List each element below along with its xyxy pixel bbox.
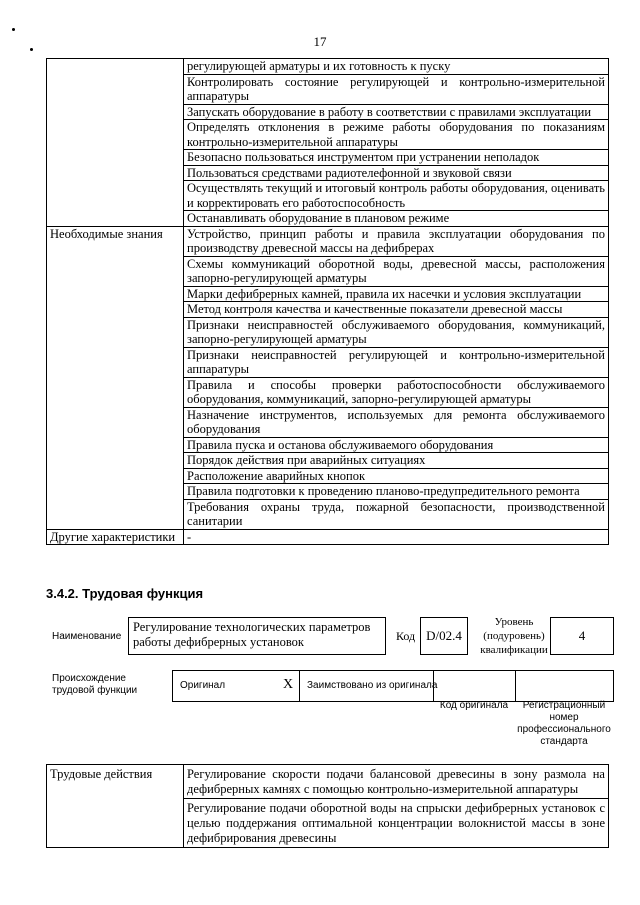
skill-item: Контролировать состояние регулирующей и контрольно-измерительной аппаратуры xyxy=(184,74,609,104)
labor-actions-label: Трудовые действия xyxy=(47,765,184,848)
origin-grid xyxy=(172,670,614,702)
skills-label-cell xyxy=(47,59,184,227)
knowledge-item: Требования охраны труда, пожарной безопасности, производственной санитарии xyxy=(184,499,609,529)
knowledge-item: Правила пуска и останова обслуживаемого оборудования xyxy=(184,437,609,453)
skill-item: Осуществлять текущий и итоговый контроль работы оборудования, оценивать и корректировать его работоспособность xyxy=(184,181,609,211)
code-label: Код xyxy=(396,629,416,643)
skill-item: регулирующей арматуры и их готовность к пуску xyxy=(184,59,609,75)
name-label: Наименование xyxy=(52,631,122,642)
registration-number-caption: Регистрационный номер профессионального стандарта xyxy=(517,700,611,747)
labor-action-item: Регулирование подачи оборотной воды на спрыски дефибрерных установок с целью поддержания оптимальной концентрации волокнистой массы в зоне дефибрирования древесины xyxy=(184,799,609,848)
origin-divider-1 xyxy=(299,671,300,701)
skill-item: Определять отклонения в режиме работы оборудования по показаниям контрольно-измерительной аппаратуры xyxy=(184,120,609,150)
original-code-caption: Код оригинала xyxy=(439,700,509,711)
labor-actions-table xyxy=(46,764,609,848)
knowledge-item: Устройство, принцип работы и правила эксплуатации оборудования по производству древесной массы на дефибрерах xyxy=(184,226,609,256)
knowledge-item: Марки дефибрерных камней, правила их насечки и условия эксплуатации xyxy=(184,286,609,302)
knowledge-item: Метод контроля качества и качественные показатели древесной массы xyxy=(184,302,609,318)
table-row xyxy=(47,226,609,256)
code-value: D/02.4 xyxy=(426,628,462,643)
function-name-box xyxy=(128,617,386,655)
table-row xyxy=(47,765,609,799)
knowledge-item: Признаки неисправностей обслуживаемого оборудования, коммуникаций, запорно-регулирующей арматуры xyxy=(184,317,609,347)
original-label: Оригинал xyxy=(180,680,226,691)
knowledge-item: Схемы коммуникаций оборотной воды, древесной массы, расположения запорно-регулирующей арматуры xyxy=(184,256,609,286)
skill-item: Останавливать оборудование в плановом режиме xyxy=(184,211,609,227)
page-number: 17 xyxy=(313,34,327,49)
qualification-level-label: Уровень (подуровень) квалификации xyxy=(480,616,548,656)
level-value: 4 xyxy=(578,628,586,643)
function-name-value: Регулирование технологических параметров работы дефибрерных установок xyxy=(133,620,371,649)
knowledge-item: Правила подготовки к проведению планово-предупредительного ремонта xyxy=(184,484,609,500)
skill-item: Безопасно пользоваться инструментом при устранении неполадок xyxy=(184,150,609,166)
origin-divider-3 xyxy=(515,671,516,701)
table-row xyxy=(47,529,609,545)
knowledge-item: Порядок действия при аварийных ситуациях xyxy=(184,453,609,469)
knowledge-label: Необходимые знания xyxy=(47,226,184,529)
original-mark: X xyxy=(283,677,294,692)
knowledge-item: Назначение инструментов, используемых для ремонта обслуживаемого оборудования xyxy=(184,407,609,437)
origin-label: Происхождение трудовой функции xyxy=(52,673,138,696)
code-box xyxy=(420,617,468,655)
labor-action-item: Регулирование скорости подачи балансовой древесины в зону размола на дефибрерных камнях с помощью контрольно-измерительной аппаратуры xyxy=(184,765,609,799)
knowledge-item: Расположение аварийных кнопок xyxy=(184,468,609,484)
table-row xyxy=(47,59,609,75)
skill-item: Запускать оборудование в работу в соответствии с правилами эксплуатации xyxy=(184,104,609,120)
knowledge-item: Признаки неисправностей регулирующей и контрольно-измерительной аппаратуры xyxy=(184,347,609,377)
borrowed-label: Заимствовано из оригинала xyxy=(307,680,438,691)
other-characteristics-label: Другие характеристики xyxy=(47,529,184,545)
level-box xyxy=(550,617,614,655)
skills-knowledge-table xyxy=(46,58,609,545)
scan-dot-1 xyxy=(12,28,15,31)
knowledge-item: Правила и способы проверки работоспособности обслуживаемого оборудования, коммуникаций, запорно-регулирующей арматуры xyxy=(184,377,609,407)
skill-item: Пользоваться средствами радиотелефонной и звуковой связи xyxy=(184,165,609,181)
other-characteristics-value: - xyxy=(184,529,609,545)
section-heading: 3.4.2. Трудовая функция xyxy=(46,586,204,601)
